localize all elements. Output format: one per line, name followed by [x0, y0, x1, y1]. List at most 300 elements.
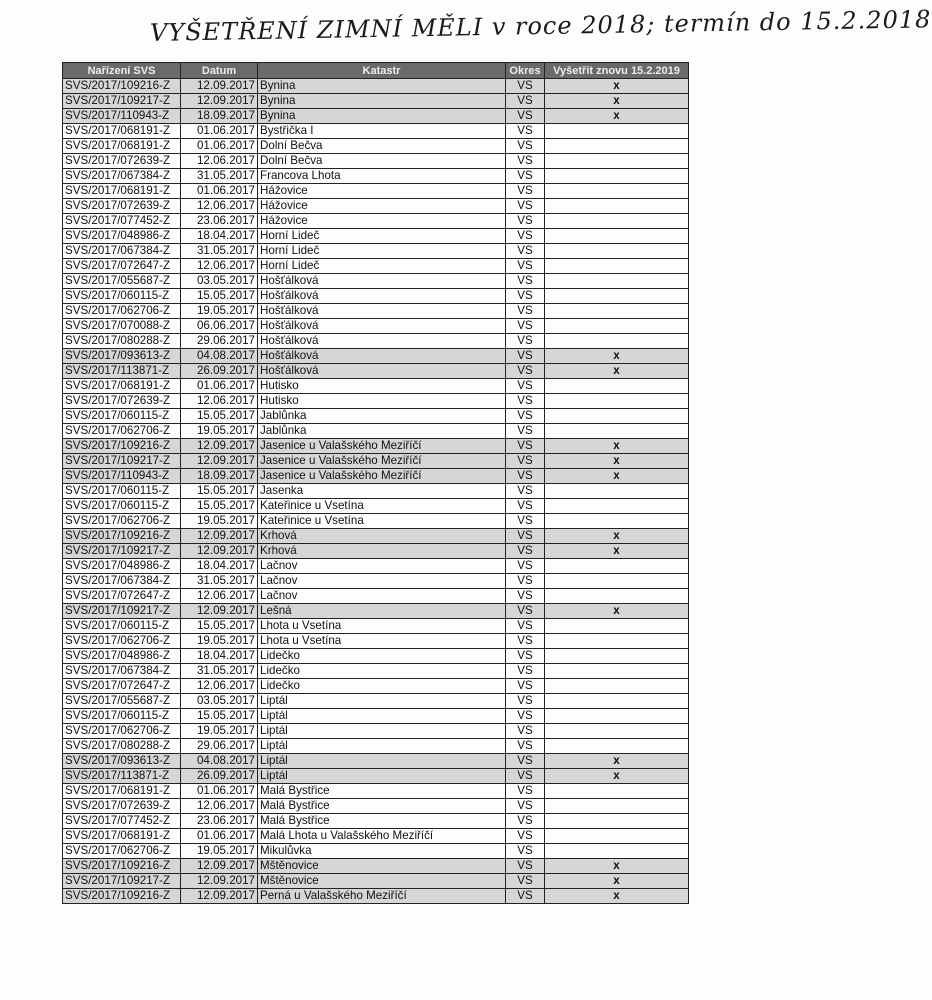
- cell-katastr: Lhota u Vsetína: [258, 634, 506, 649]
- cell-katastr: Malá Bystřice: [258, 784, 506, 799]
- cell-katastr: Mštěnovice: [258, 874, 506, 889]
- cell-katastr: Hošťálková: [258, 364, 506, 379]
- cell-katastr: Jablůnka: [258, 409, 506, 424]
- table-row: [63, 619, 689, 634]
- cell-katastr: Hošťálková: [258, 349, 506, 364]
- table-row: [63, 889, 689, 904]
- cell-narizeni: SVS/2017/109216-Z: [63, 529, 181, 544]
- cell-datum: 31.05.2017: [181, 169, 258, 184]
- cell-vysetrit: [545, 484, 689, 499]
- cell-datum: 12.09.2017: [181, 874, 258, 889]
- table-row: [63, 874, 689, 889]
- table-row: [63, 454, 689, 469]
- cell-narizeni: SVS/2017/072647-Z: [63, 589, 181, 604]
- header-vysetrit: Vyšetřit znovu 15.2.2019: [545, 63, 689, 79]
- cell-vysetrit: [545, 829, 689, 844]
- cell-datum: 01.06.2017: [181, 829, 258, 844]
- table-row: [63, 544, 689, 559]
- handwritten-title: VYŠETŘENÍ ZIMNÍ MĚLI v roce 2018; termín do 15.2.2018: [149, 5, 932, 47]
- cell-datum: 03.05.2017: [181, 274, 258, 289]
- table-row: [63, 694, 689, 709]
- cell-datum: 12.09.2017: [181, 439, 258, 454]
- table-row: [63, 844, 689, 859]
- cell-datum: 19.05.2017: [181, 514, 258, 529]
- cell-narizeni: SVS/2017/109217-Z: [63, 544, 181, 559]
- cell-datum: 04.08.2017: [181, 349, 258, 364]
- table-row: [63, 439, 689, 454]
- cell-katastr: Lačnov: [258, 589, 506, 604]
- cell-vysetrit: [545, 244, 689, 259]
- cell-vysetrit: [545, 784, 689, 799]
- cell-narizeni: SVS/2017/077452-Z: [63, 214, 181, 229]
- cell-katastr: Hošťálková: [258, 289, 506, 304]
- cell-vysetrit: [545, 709, 689, 724]
- table-row: [63, 109, 689, 124]
- table-row: [63, 394, 689, 409]
- cell-narizeni: SVS/2017/093613-Z: [63, 349, 181, 364]
- cell-katastr: Liptál: [258, 694, 506, 709]
- cell-narizeni: SVS/2017/068191-Z: [63, 124, 181, 139]
- cell-datum: 06.06.2017: [181, 319, 258, 334]
- table-row: [63, 409, 689, 424]
- cell-vysetrit: [545, 559, 689, 574]
- cell-narizeni: SVS/2017/110943-Z: [63, 469, 181, 484]
- cell-datum: 01.06.2017: [181, 139, 258, 154]
- cell-okres: VS: [506, 259, 545, 274]
- cell-okres: VS: [506, 739, 545, 754]
- cell-narizeni: SVS/2017/048986-Z: [63, 649, 181, 664]
- cell-katastr: Jasenice u Valašského Meziříčí: [258, 439, 506, 454]
- cell-vysetrit: [545, 259, 689, 274]
- cell-katastr: Liptál: [258, 754, 506, 769]
- cell-narizeni: SVS/2017/109217-Z: [63, 874, 181, 889]
- cell-narizeni: SVS/2017/062706-Z: [63, 514, 181, 529]
- cell-katastr: Malá Lhota u Valašského Meziříčí: [258, 829, 506, 844]
- cell-okres: VS: [506, 379, 545, 394]
- cell-datum: 12.09.2017: [181, 544, 258, 559]
- cell-datum: 01.06.2017: [181, 124, 258, 139]
- cell-narizeni: SVS/2017/080288-Z: [63, 334, 181, 349]
- cell-katastr: Lačnov: [258, 574, 506, 589]
- cell-okres: VS: [506, 589, 545, 604]
- cell-katastr: Liptál: [258, 739, 506, 754]
- cell-katastr: Hošťálková: [258, 319, 506, 334]
- cell-vysetrit: x: [545, 544, 689, 559]
- header-katastr: Katastr: [258, 63, 506, 79]
- cell-narizeni: SVS/2017/048986-Z: [63, 229, 181, 244]
- cell-katastr: Dolní Bečva: [258, 154, 506, 169]
- cell-katastr: Dolní Bečva: [258, 139, 506, 154]
- cell-okres: VS: [506, 409, 545, 424]
- cell-vysetrit: [545, 334, 689, 349]
- cell-datum: 12.06.2017: [181, 679, 258, 694]
- cell-narizeni: SVS/2017/062706-Z: [63, 634, 181, 649]
- cell-datum: 19.05.2017: [181, 634, 258, 649]
- cell-datum: 26.09.2017: [181, 769, 258, 784]
- cell-datum: 04.08.2017: [181, 754, 258, 769]
- table-row: [63, 94, 689, 109]
- cell-katastr: Lidečko: [258, 649, 506, 664]
- cell-datum: 29.06.2017: [181, 739, 258, 754]
- cell-narizeni: SVS/2017/055687-Z: [63, 274, 181, 289]
- cell-narizeni: SVS/2017/113871-Z: [63, 364, 181, 379]
- inspection-table: [62, 62, 689, 904]
- cell-datum: 01.06.2017: [181, 379, 258, 394]
- cell-okres: VS: [506, 499, 545, 514]
- cell-vysetrit: x: [545, 364, 689, 379]
- cell-vysetrit: [545, 814, 689, 829]
- cell-vysetrit: x: [545, 94, 689, 109]
- cell-katastr: Mštěnovice: [258, 859, 506, 874]
- table-row: [63, 814, 689, 829]
- cell-okres: VS: [506, 244, 545, 259]
- cell-okres: VS: [506, 424, 545, 439]
- cell-narizeni: SVS/2017/080288-Z: [63, 739, 181, 754]
- cell-vysetrit: x: [545, 874, 689, 889]
- cell-datum: 12.06.2017: [181, 199, 258, 214]
- cell-narizeni: SVS/2017/068191-Z: [63, 184, 181, 199]
- table-row: [63, 709, 689, 724]
- cell-okres: VS: [506, 709, 545, 724]
- cell-vysetrit: x: [545, 439, 689, 454]
- cell-datum: 19.05.2017: [181, 304, 258, 319]
- cell-narizeni: SVS/2017/109216-Z: [63, 859, 181, 874]
- cell-katastr: Jablůnka: [258, 424, 506, 439]
- cell-narizeni: SVS/2017/072647-Z: [63, 259, 181, 274]
- cell-datum: 12.06.2017: [181, 259, 258, 274]
- cell-okres: VS: [506, 664, 545, 679]
- cell-okres: VS: [506, 889, 545, 904]
- cell-vysetrit: [545, 184, 689, 199]
- table-row: [63, 739, 689, 754]
- cell-datum: 15.05.2017: [181, 499, 258, 514]
- cell-vysetrit: [545, 499, 689, 514]
- cell-datum: 12.06.2017: [181, 589, 258, 604]
- table-row: [63, 784, 689, 799]
- table-row: [63, 754, 689, 769]
- cell-datum: 03.05.2017: [181, 694, 258, 709]
- table-row: [63, 259, 689, 274]
- cell-katastr: Bynina: [258, 94, 506, 109]
- cell-katastr: Liptál: [258, 724, 506, 739]
- cell-vysetrit: x: [545, 769, 689, 784]
- cell-vysetrit: [545, 154, 689, 169]
- cell-vysetrit: [545, 739, 689, 754]
- cell-vysetrit: [545, 619, 689, 634]
- cell-narizeni: SVS/2017/077452-Z: [63, 814, 181, 829]
- cell-datum: 31.05.2017: [181, 244, 258, 259]
- cell-vysetrit: [545, 319, 689, 334]
- cell-narizeni: SVS/2017/060115-Z: [63, 619, 181, 634]
- cell-vysetrit: [545, 664, 689, 679]
- cell-narizeni: SVS/2017/072639-Z: [63, 799, 181, 814]
- table-row: [63, 424, 689, 439]
- cell-katastr: Bystřička I: [258, 124, 506, 139]
- cell-okres: VS: [506, 169, 545, 184]
- table-row: [63, 484, 689, 499]
- cell-vysetrit: [545, 199, 689, 214]
- table-row: [63, 829, 689, 844]
- table-row: [63, 214, 689, 229]
- cell-okres: VS: [506, 679, 545, 694]
- cell-okres: VS: [506, 619, 545, 634]
- cell-okres: VS: [506, 604, 545, 619]
- cell-narizeni: SVS/2017/062706-Z: [63, 844, 181, 859]
- cell-katastr: Hážovice: [258, 184, 506, 199]
- cell-katastr: Mikulůvka: [258, 844, 506, 859]
- cell-okres: VS: [506, 139, 545, 154]
- cell-datum: 01.06.2017: [181, 784, 258, 799]
- cell-vysetrit: [545, 574, 689, 589]
- cell-vysetrit: x: [545, 109, 689, 124]
- cell-okres: VS: [506, 469, 545, 484]
- cell-narizeni: SVS/2017/072639-Z: [63, 154, 181, 169]
- cell-narizeni: SVS/2017/062706-Z: [63, 424, 181, 439]
- cell-okres: VS: [506, 829, 545, 844]
- cell-okres: VS: [506, 94, 545, 109]
- cell-narizeni: SVS/2017/048986-Z: [63, 559, 181, 574]
- cell-katastr: Horní Lideč: [258, 244, 506, 259]
- cell-vysetrit: [545, 289, 689, 304]
- cell-narizeni: SVS/2017/093613-Z: [63, 754, 181, 769]
- cell-narizeni: SVS/2017/062706-Z: [63, 304, 181, 319]
- cell-okres: VS: [506, 529, 545, 544]
- table-row: [63, 859, 689, 874]
- cell-narizeni: SVS/2017/067384-Z: [63, 574, 181, 589]
- cell-vysetrit: [545, 724, 689, 739]
- cell-vysetrit: x: [545, 889, 689, 904]
- cell-datum: 12.09.2017: [181, 859, 258, 874]
- cell-katastr: Hážovice: [258, 214, 506, 229]
- cell-okres: VS: [506, 544, 545, 559]
- cell-okres: VS: [506, 214, 545, 229]
- cell-katastr: Krhová: [258, 544, 506, 559]
- cell-narizeni: SVS/2017/068191-Z: [63, 784, 181, 799]
- cell-okres: VS: [506, 79, 545, 94]
- cell-katastr: Jasenka: [258, 484, 506, 499]
- cell-narizeni: SVS/2017/072639-Z: [63, 199, 181, 214]
- cell-katastr: Horní Lideč: [258, 259, 506, 274]
- cell-katastr: Lidečko: [258, 679, 506, 694]
- cell-datum: 12.09.2017: [181, 604, 258, 619]
- cell-okres: VS: [506, 439, 545, 454]
- cell-datum: 18.04.2017: [181, 229, 258, 244]
- cell-okres: VS: [506, 109, 545, 124]
- cell-vysetrit: [545, 844, 689, 859]
- cell-datum: 12.09.2017: [181, 454, 258, 469]
- table-row: [63, 154, 689, 169]
- table-row: [63, 319, 689, 334]
- cell-vysetrit: x: [545, 454, 689, 469]
- table-row: [63, 769, 689, 784]
- cell-okres: VS: [506, 154, 545, 169]
- cell-narizeni: SVS/2017/109216-Z: [63, 79, 181, 94]
- cell-vysetrit: x: [545, 349, 689, 364]
- cell-datum: 15.05.2017: [181, 709, 258, 724]
- cell-vysetrit: [545, 274, 689, 289]
- cell-narizeni: SVS/2017/060115-Z: [63, 289, 181, 304]
- cell-datum: 12.09.2017: [181, 529, 258, 544]
- cell-okres: VS: [506, 844, 545, 859]
- cell-narizeni: SVS/2017/070088-Z: [63, 319, 181, 334]
- cell-datum: 15.05.2017: [181, 409, 258, 424]
- table-row: [63, 604, 689, 619]
- cell-katastr: Jasenice u Valašského Meziříčí: [258, 469, 506, 484]
- cell-datum: 15.05.2017: [181, 289, 258, 304]
- cell-vysetrit: [545, 139, 689, 154]
- cell-okres: VS: [506, 769, 545, 784]
- cell-datum: 31.05.2017: [181, 574, 258, 589]
- cell-okres: VS: [506, 634, 545, 649]
- cell-katastr: Liptál: [258, 769, 506, 784]
- cell-okres: VS: [506, 859, 545, 874]
- cell-datum: 12.09.2017: [181, 94, 258, 109]
- cell-katastr: Lačnov: [258, 559, 506, 574]
- cell-datum: 18.09.2017: [181, 109, 258, 124]
- cell-datum: 19.05.2017: [181, 724, 258, 739]
- cell-okres: VS: [506, 304, 545, 319]
- cell-vysetrit: [545, 169, 689, 184]
- table-row: [63, 199, 689, 214]
- cell-okres: VS: [506, 319, 545, 334]
- cell-narizeni: SVS/2017/067384-Z: [63, 244, 181, 259]
- table-row: [63, 334, 689, 349]
- cell-vysetrit: [545, 394, 689, 409]
- cell-okres: VS: [506, 814, 545, 829]
- cell-okres: VS: [506, 484, 545, 499]
- cell-vysetrit: x: [545, 859, 689, 874]
- cell-narizeni: SVS/2017/062706-Z: [63, 724, 181, 739]
- cell-okres: VS: [506, 334, 545, 349]
- cell-datum: 18.04.2017: [181, 649, 258, 664]
- header-datum: Datum: [181, 63, 258, 79]
- table-row: [63, 799, 689, 814]
- table-row: [63, 634, 689, 649]
- cell-okres: VS: [506, 784, 545, 799]
- table-row: [63, 679, 689, 694]
- cell-vysetrit: [545, 649, 689, 664]
- cell-katastr: Horní Lideč: [258, 229, 506, 244]
- cell-narizeni: SVS/2017/068191-Z: [63, 379, 181, 394]
- cell-vysetrit: x: [545, 79, 689, 94]
- cell-datum: 12.06.2017: [181, 154, 258, 169]
- table-row: [63, 469, 689, 484]
- cell-vysetrit: x: [545, 604, 689, 619]
- cell-okres: VS: [506, 124, 545, 139]
- cell-narizeni: SVS/2017/110943-Z: [63, 109, 181, 124]
- cell-okres: VS: [506, 514, 545, 529]
- cell-okres: VS: [506, 694, 545, 709]
- cell-vysetrit: [545, 124, 689, 139]
- cell-okres: VS: [506, 199, 545, 214]
- cell-okres: VS: [506, 229, 545, 244]
- cell-okres: VS: [506, 574, 545, 589]
- cell-katastr: Francova Lhota: [258, 169, 506, 184]
- cell-katastr: Malá Bystřice: [258, 799, 506, 814]
- cell-katastr: Lhota u Vsetína: [258, 619, 506, 634]
- cell-datum: 29.06.2017: [181, 334, 258, 349]
- cell-katastr: Jasenice u Valašského Meziříčí: [258, 454, 506, 469]
- cell-datum: 19.05.2017: [181, 844, 258, 859]
- cell-narizeni: SVS/2017/060115-Z: [63, 484, 181, 499]
- cell-narizeni: SVS/2017/060115-Z: [63, 409, 181, 424]
- cell-narizeni: SVS/2017/109216-Z: [63, 889, 181, 904]
- cell-narizeni: SVS/2017/113871-Z: [63, 769, 181, 784]
- cell-okres: VS: [506, 724, 545, 739]
- cell-datum: 01.06.2017: [181, 184, 258, 199]
- table-row: [63, 184, 689, 199]
- table-row: [63, 124, 689, 139]
- cell-vysetrit: [545, 634, 689, 649]
- cell-narizeni: SVS/2017/067384-Z: [63, 169, 181, 184]
- table-row: [63, 349, 689, 364]
- cell-okres: VS: [506, 799, 545, 814]
- cell-datum: 12.09.2017: [181, 889, 258, 904]
- cell-narizeni: SVS/2017/067384-Z: [63, 664, 181, 679]
- table-row: [63, 364, 689, 379]
- cell-datum: 18.09.2017: [181, 469, 258, 484]
- table-row: [63, 724, 689, 739]
- cell-narizeni: SVS/2017/072639-Z: [63, 394, 181, 409]
- cell-datum: 23.06.2017: [181, 214, 258, 229]
- table-row: [63, 649, 689, 664]
- cell-datum: 23.06.2017: [181, 814, 258, 829]
- cell-narizeni: SVS/2017/109217-Z: [63, 454, 181, 469]
- table-row: [63, 244, 689, 259]
- cell-datum: 12.09.2017: [181, 79, 258, 94]
- cell-okres: VS: [506, 364, 545, 379]
- cell-katastr: Lešná: [258, 604, 506, 619]
- table-row: [63, 664, 689, 679]
- cell-narizeni: SVS/2017/068191-Z: [63, 829, 181, 844]
- cell-katastr: Hošťálková: [258, 274, 506, 289]
- cell-narizeni: SVS/2017/072647-Z: [63, 679, 181, 694]
- cell-okres: VS: [506, 454, 545, 469]
- table-row: [63, 379, 689, 394]
- cell-datum: 12.06.2017: [181, 799, 258, 814]
- cell-vysetrit: [545, 304, 689, 319]
- cell-datum: 15.05.2017: [181, 484, 258, 499]
- table-row: [63, 304, 689, 319]
- cell-okres: VS: [506, 754, 545, 769]
- cell-okres: VS: [506, 394, 545, 409]
- cell-okres: VS: [506, 184, 545, 199]
- cell-vysetrit: [545, 409, 689, 424]
- cell-okres: VS: [506, 874, 545, 889]
- cell-katastr: Hutisko: [258, 379, 506, 394]
- table-row: [63, 169, 689, 184]
- cell-katastr: Hážovice: [258, 199, 506, 214]
- cell-vysetrit: [545, 229, 689, 244]
- cell-katastr: Kateřinice u Vsetína: [258, 499, 506, 514]
- table-row: [63, 499, 689, 514]
- cell-okres: VS: [506, 274, 545, 289]
- cell-vysetrit: [545, 679, 689, 694]
- cell-datum: 31.05.2017: [181, 664, 258, 679]
- table-row: [63, 139, 689, 154]
- cell-okres: VS: [506, 559, 545, 574]
- cell-datum: 18.04.2017: [181, 559, 258, 574]
- cell-katastr: Hutisko: [258, 394, 506, 409]
- cell-katastr: Perná u Valašského Meziříčí: [258, 889, 506, 904]
- cell-katastr: Hošťálková: [258, 304, 506, 319]
- cell-datum: 19.05.2017: [181, 424, 258, 439]
- cell-vysetrit: [545, 379, 689, 394]
- cell-vysetrit: [545, 589, 689, 604]
- cell-katastr: Bynina: [258, 79, 506, 94]
- cell-katastr: Lidečko: [258, 664, 506, 679]
- cell-vysetrit: x: [545, 754, 689, 769]
